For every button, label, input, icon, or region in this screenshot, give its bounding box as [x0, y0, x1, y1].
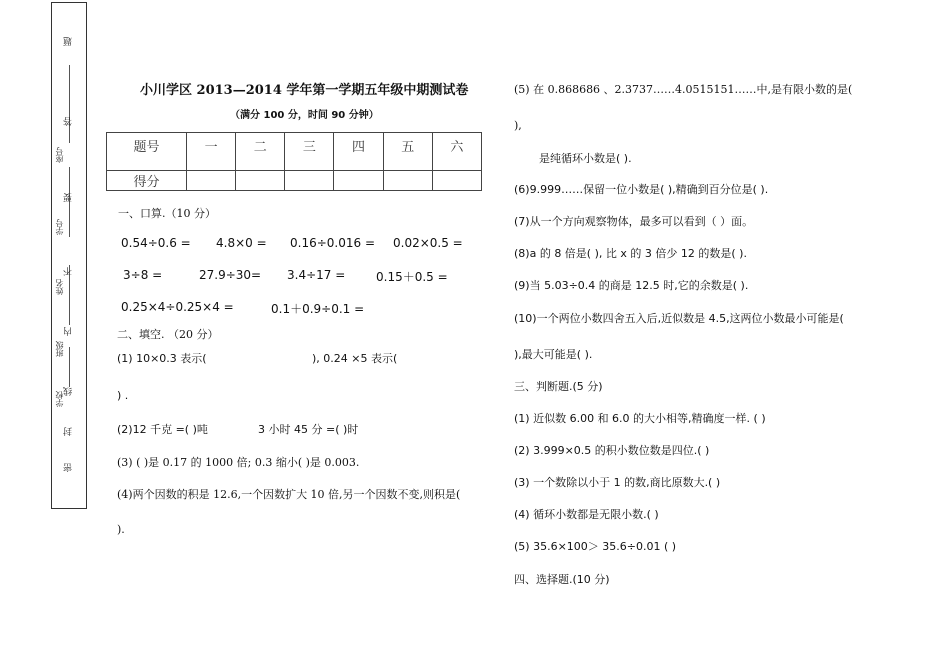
section-heading: 一、口算.（10 分）	[118, 207, 216, 220]
binding-label: 线	[64, 387, 74, 396]
table-header-cell: 五	[383, 133, 432, 171]
calc-item: 3.4÷17 =	[287, 268, 346, 282]
score-cell	[383, 171, 432, 191]
table-header-cell: 四	[334, 133, 383, 171]
score-row-label: 得分	[107, 171, 187, 191]
page-subtitle: （满分 100 分，时间 90 分钟）	[230, 110, 379, 121]
table-header-cell: 三	[285, 133, 334, 171]
binding-label: 密	[64, 463, 74, 472]
section-heading: 二、填空. （20 分）	[117, 328, 219, 341]
judgment-item: (1) 近似数 6.00 和 6.0 的大小相等,精确度一样. ( )	[514, 412, 766, 425]
question-text: (7)从一个方向观察物体，最多可以看到（ ）面。	[514, 215, 754, 228]
question-text: ), 0.24 ×5 表示(	[312, 352, 398, 365]
class-label: 班级	[55, 341, 64, 357]
question-text: ).	[117, 523, 125, 536]
calc-item: 0.15＋0.5 =	[376, 270, 448, 284]
score-cell	[187, 171, 236, 191]
question-text: ),	[514, 119, 522, 132]
binding-strip	[51, 2, 87, 509]
calc-item: 4.8×0 =	[216, 236, 267, 250]
calc-item: 0.16÷0.016 =	[290, 236, 375, 250]
judgment-item: (2) 3.999×0.5 的积小数位数是四位.( )	[514, 444, 710, 457]
question-text: (4)两个因数的积是 12.6,一个因数扩大 10 倍,另一个因数不变,则积是(	[117, 488, 461, 501]
calc-item: 3÷8 =	[123, 268, 163, 282]
score-table	[106, 132, 482, 191]
score-cell	[236, 171, 285, 191]
student-id-label: 学号	[55, 219, 64, 235]
calc-item: 0.54÷0.6 =	[121, 236, 191, 250]
binding-label: 要	[64, 193, 74, 202]
binding-label: 不	[64, 267, 74, 276]
name-label: 姓名	[55, 279, 64, 295]
score-cell	[285, 171, 334, 191]
question-text: (1) 10×0.3 表示(	[117, 352, 207, 365]
question-text: (3) ( )是 0.17 的 1000 倍; 0.3 缩小( )是 0.003.	[117, 456, 360, 469]
strip-line	[69, 65, 70, 143]
question-text: ) .	[117, 389, 129, 402]
binding-label: 内	[64, 327, 74, 336]
strip-line	[69, 347, 70, 387]
table-header-cell: 二	[236, 133, 285, 171]
calc-item: 0.25×4÷0.25×4 =	[121, 300, 234, 314]
question-text: 是纯循环小数是( ).	[539, 152, 632, 165]
judgment-item: (5) 35.6×100＞ 35.6÷0.01 ( )	[514, 540, 677, 553]
binding-label: 答	[64, 117, 74, 126]
calc-item: 27.9÷30=	[199, 268, 262, 282]
table-header-cell: 六	[432, 133, 481, 171]
question-text: 3 小时 45 分 =( )时	[258, 423, 359, 436]
table-header-cell: 一	[187, 133, 236, 171]
question-text: (2)12 千克 =( )吨	[117, 423, 208, 436]
question-text: ),最大可能是( ).	[514, 348, 593, 361]
calc-item: 0.02×0.5 =	[393, 236, 463, 250]
question-text: (8)a 的 8 倍是( ), 比 x 的 3 倍少 12 的数是( ).	[514, 247, 747, 260]
score-cell	[432, 171, 481, 191]
seat-number-label: 座号	[55, 147, 64, 163]
school-label: 学校	[55, 391, 64, 407]
question-text: (5) 在 0.868686 、2.3737……4.0515151……中,是有限小数的是(	[514, 83, 853, 96]
judgment-item: (3) 一个数除以小于 1 的数,商比原数大.( )	[514, 476, 721, 489]
question-text: (9)当 5.03÷0.4 的商是 12.5 时,它的余数是( ).	[514, 279, 749, 292]
binding-label: 题	[64, 37, 74, 46]
question-text: (10)一个两位小数四舍五入后,近似数是 4.5,这两位小数最小可能是(	[514, 312, 844, 325]
calc-item: 0.1＋0.9÷0.1 =	[271, 302, 365, 316]
question-text: (6)9.999……保留一位小数是( ),精确到百分位是( ).	[514, 183, 769, 196]
section-heading: 三、判断题.(5 分)	[514, 380, 603, 393]
judgment-item: (4) 循环小数都是无限小数.( )	[514, 508, 659, 521]
table-header-cell: 题号	[107, 133, 187, 171]
section-heading: 四、选择题.(10 分)	[514, 573, 610, 586]
page-title: 小川学区 2013—2014 学年第一学期五年级中期测试卷	[140, 83, 469, 98]
binding-label: 封	[64, 427, 74, 436]
strip-line	[69, 167, 70, 237]
score-cell	[334, 171, 383, 191]
